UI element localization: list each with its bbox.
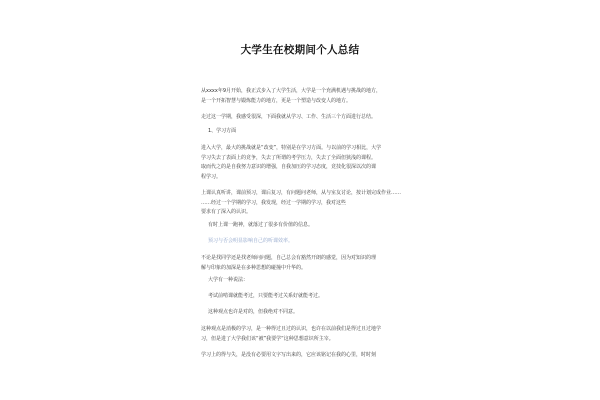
text-line: 解与印象的加深是在多种思想的碰撞中升华的。: [201, 264, 307, 271]
text-line: 上课认真听讲，课前预习，课后复习，有问题问老师，从与室友讨论，按计划完成作业……: [201, 190, 401, 196]
paragraph-distraction: [208, 221, 408, 231]
text-line: 学习失去了表面上的竞争，失去了所谓的考学压力，失去了全面但狭浅的课程。: [201, 154, 377, 161]
text-line: 取而代之的是自我努力意识的增强，自我加压的学习态度，竞技化很深以次的课: [201, 164, 377, 170]
text-line: 大学有一种说法：: [208, 277, 249, 283]
paragraph-saying: [208, 276, 408, 286]
document-title: 大学生在校期间个人总结: [240, 44, 360, 56]
text-line: 进入大学，最大的挑战就是“改变”，特别是在学习方面。与以前的学习相比，大学: [201, 145, 382, 151]
text-line: 程学习。: [201, 173, 222, 180]
text-line: 有时上课一跑神，就落过了很多有价值的信息。: [208, 222, 314, 228]
paragraph-intro: [201, 87, 401, 106]
paragraph-questions: [201, 254, 401, 273]
text-line: 走过这一学期，我感受很深，下面我就从学习、工作、生活三个方面进行总结。: [201, 114, 377, 120]
paragraph-overview: [201, 113, 401, 123]
paragraph-study-habits: [201, 189, 401, 218]
paragraph-disagree: [208, 308, 408, 318]
text-line: 学习上的得与失，是没有必要用文字写出来的，它应该铭记在我的心里，时时刻: [201, 352, 377, 358]
text-line: 考试前啃课就能考过，只要能考过关系好就能考过。: [208, 293, 324, 299]
text-line: 是一个开拓智慧与锻炼能力的地方，更是一个塑造与改变人的地方。: [201, 97, 352, 104]
paragraph-passive-learning: [201, 325, 401, 344]
text-line: 1、学习方面: [208, 128, 237, 134]
text-line: 这种观点也许是对的，但我绝对不同意。: [208, 309, 299, 315]
text-line: 要求有了深入的认识。: [201, 209, 252, 215]
text-line: 这种观点是消极的学习，是一种得过且过的认识，也许在以前我们是得过且过地学: [201, 326, 382, 332]
paragraph-reflection: [201, 351, 401, 361]
paragraph-exam: [208, 292, 408, 302]
text-line: 预习与否会明显影响自己的听课效率。: [208, 238, 294, 244]
text-line: ……经过一个学期的学习，我发现，经过一学期的学习，我对这些: [201, 199, 347, 206]
text-line: 习，但是进了大学我们该“被”我要学“这种思想意识所主宰。: [201, 335, 334, 342]
paragraph-preview: [208, 237, 408, 247]
paragraph-study-change: [201, 144, 401, 182]
text-line: 不论是找同学还是找老师问问题，自己总会有豁然开朗的感觉，因为对知识的理: [201, 255, 377, 261]
text-line: 从xxxx年9月开始，我正式步入了大学生活，大学是一个充满机遇与挑战的地方，: [201, 88, 382, 94]
section-heading-study: [208, 127, 408, 137]
